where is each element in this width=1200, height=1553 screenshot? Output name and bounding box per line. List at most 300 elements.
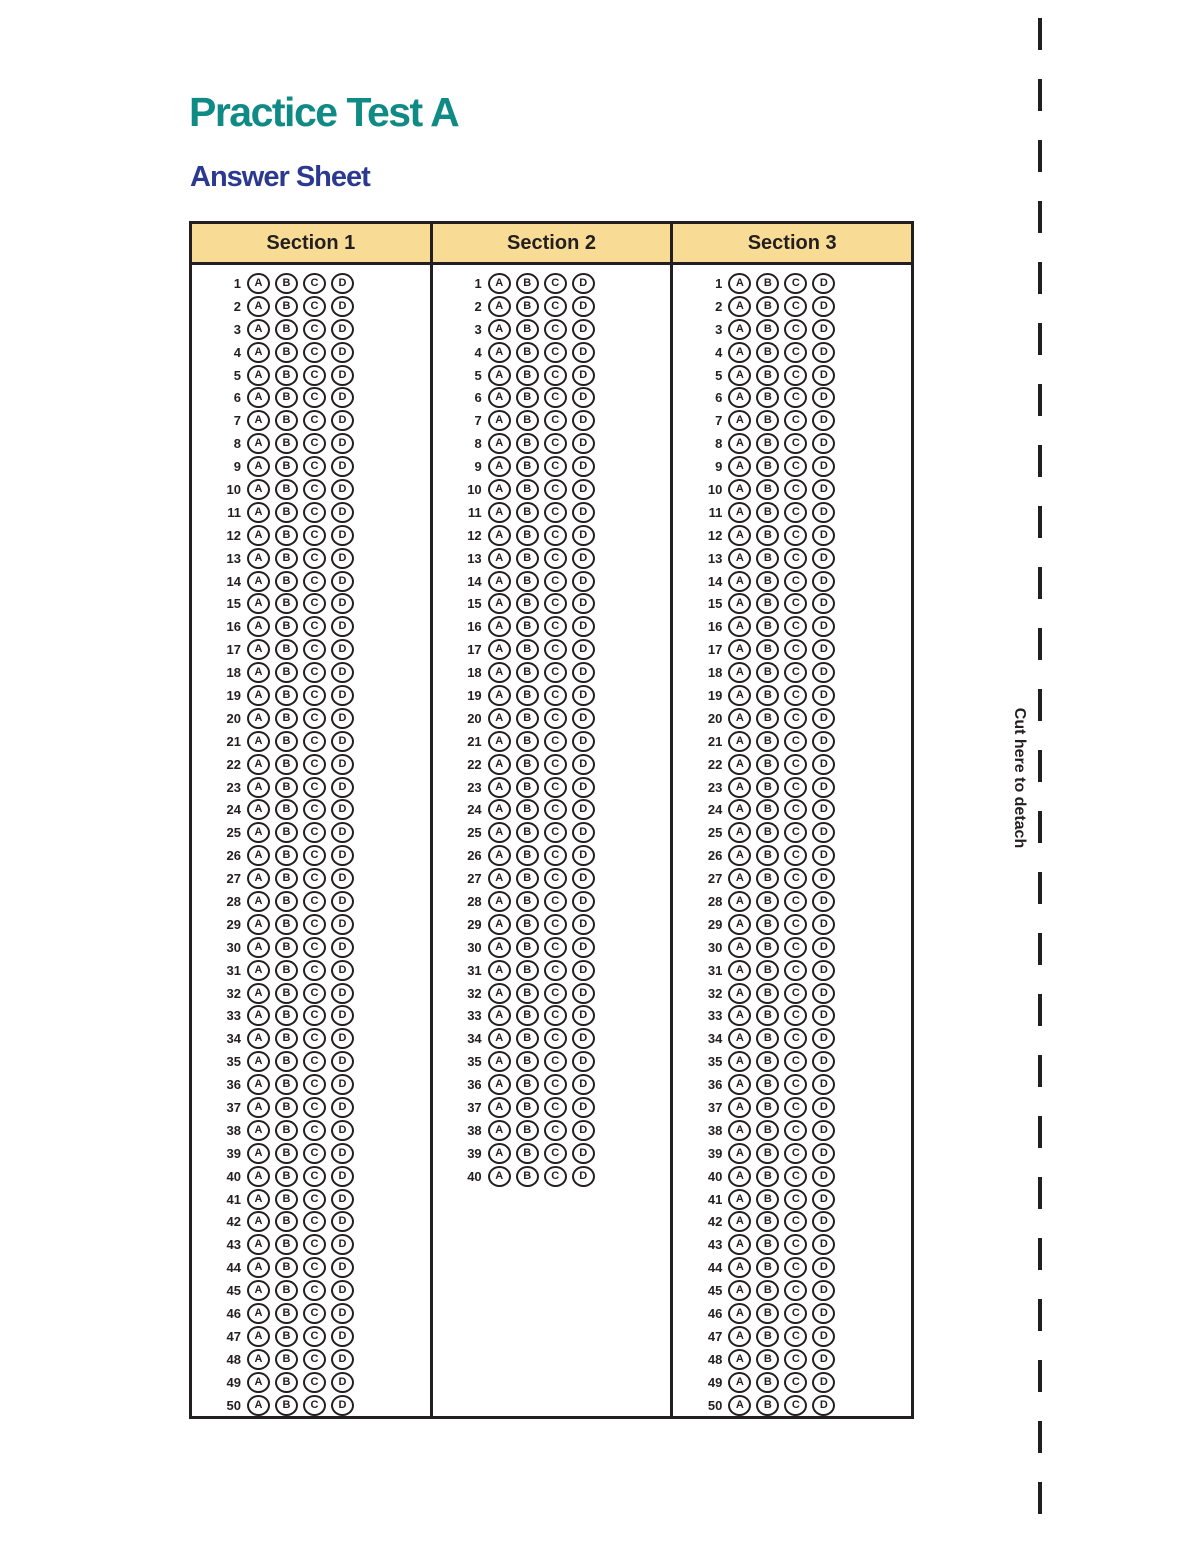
answer-bubble-d[interactable]: D	[812, 731, 835, 752]
answer-bubble-d[interactable]: D	[812, 845, 835, 866]
answer-bubble-d[interactable]: D	[812, 937, 835, 958]
answer-bubble-c[interactable]: C	[303, 708, 326, 729]
answer-bubble-c[interactable]: C	[784, 1097, 807, 1118]
answer-bubble-a[interactable]: A	[728, 845, 751, 866]
answer-bubble-c[interactable]: C	[303, 433, 326, 454]
answer-bubble-c[interactable]: C	[544, 1097, 567, 1118]
answer-bubble-a[interactable]: A	[247, 616, 270, 637]
answer-bubble-b[interactable]: B	[275, 433, 298, 454]
answer-bubble-d[interactable]: D	[572, 1005, 595, 1026]
answer-bubble-c[interactable]: C	[784, 777, 807, 798]
answer-bubble-b[interactable]: B	[516, 273, 539, 294]
answer-bubble-d[interactable]: D	[331, 1211, 354, 1232]
answer-bubble-c[interactable]: C	[784, 616, 807, 637]
answer-bubble-c[interactable]: C	[303, 1189, 326, 1210]
answer-bubble-b[interactable]: B	[275, 1349, 298, 1370]
answer-bubble-d[interactable]: D	[572, 983, 595, 1004]
answer-bubble-a[interactable]: A	[728, 1051, 751, 1072]
answer-bubble-c[interactable]: C	[784, 845, 807, 866]
answer-bubble-b[interactable]: B	[516, 845, 539, 866]
answer-bubble-b[interactable]: B	[275, 1234, 298, 1255]
answer-bubble-d[interactable]: D	[812, 960, 835, 981]
answer-bubble-d[interactable]: D	[812, 983, 835, 1004]
answer-bubble-c[interactable]: C	[784, 525, 807, 546]
answer-bubble-a[interactable]: A	[488, 662, 511, 683]
answer-bubble-a[interactable]: A	[728, 296, 751, 317]
answer-bubble-c[interactable]: C	[784, 387, 807, 408]
answer-bubble-c[interactable]: C	[784, 548, 807, 569]
answer-bubble-d[interactable]: D	[572, 708, 595, 729]
answer-bubble-d[interactable]: D	[331, 273, 354, 294]
answer-bubble-a[interactable]: A	[488, 273, 511, 294]
answer-bubble-c[interactable]: C	[544, 708, 567, 729]
answer-bubble-b[interactable]: B	[275, 1166, 298, 1187]
answer-bubble-c[interactable]: C	[544, 799, 567, 820]
answer-bubble-c[interactable]: C	[544, 593, 567, 614]
answer-bubble-a[interactable]: A	[728, 777, 751, 798]
answer-bubble-c[interactable]: C	[303, 1257, 326, 1278]
answer-bubble-d[interactable]: D	[812, 1395, 835, 1416]
answer-bubble-a[interactable]: A	[247, 479, 270, 500]
answer-bubble-b[interactable]: B	[756, 296, 779, 317]
answer-bubble-c[interactable]: C	[544, 937, 567, 958]
answer-bubble-b[interactable]: B	[516, 822, 539, 843]
answer-bubble-b[interactable]: B	[756, 662, 779, 683]
answer-bubble-b[interactable]: B	[756, 685, 779, 706]
answer-bubble-a[interactable]: A	[247, 914, 270, 935]
answer-bubble-d[interactable]: D	[812, 1074, 835, 1095]
answer-bubble-b[interactable]: B	[756, 891, 779, 912]
answer-bubble-b[interactable]: B	[275, 1074, 298, 1095]
answer-bubble-d[interactable]: D	[812, 914, 835, 935]
answer-bubble-d[interactable]: D	[331, 1143, 354, 1164]
answer-bubble-b[interactable]: B	[516, 1074, 539, 1095]
answer-bubble-c[interactable]: C	[784, 822, 807, 843]
answer-bubble-a[interactable]: A	[728, 639, 751, 660]
answer-bubble-a[interactable]: A	[728, 868, 751, 889]
answer-bubble-c[interactable]: C	[784, 891, 807, 912]
answer-bubble-a[interactable]: A	[488, 456, 511, 477]
answer-bubble-c[interactable]: C	[784, 1303, 807, 1324]
answer-bubble-d[interactable]: D	[812, 296, 835, 317]
answer-bubble-a[interactable]: A	[728, 822, 751, 843]
answer-bubble-a[interactable]: A	[728, 1189, 751, 1210]
answer-bubble-b[interactable]: B	[516, 914, 539, 935]
answer-bubble-d[interactable]: D	[572, 319, 595, 340]
answer-bubble-b[interactable]: B	[756, 868, 779, 889]
answer-bubble-c[interactable]: C	[544, 1143, 567, 1164]
answer-bubble-b[interactable]: B	[516, 387, 539, 408]
answer-bubble-a[interactable]: A	[488, 708, 511, 729]
answer-bubble-b[interactable]: B	[756, 937, 779, 958]
answer-bubble-b[interactable]: B	[275, 1211, 298, 1232]
answer-bubble-d[interactable]: D	[331, 479, 354, 500]
answer-bubble-c[interactable]: C	[303, 616, 326, 637]
answer-bubble-d[interactable]: D	[812, 456, 835, 477]
answer-bubble-b[interactable]: B	[275, 754, 298, 775]
answer-bubble-b[interactable]: B	[756, 731, 779, 752]
answer-bubble-a[interactable]: A	[488, 1005, 511, 1026]
answer-bubble-b[interactable]: B	[756, 754, 779, 775]
answer-bubble-b[interactable]: B	[756, 1028, 779, 1049]
answer-bubble-d[interactable]: D	[572, 456, 595, 477]
answer-bubble-c[interactable]: C	[784, 1189, 807, 1210]
answer-bubble-d[interactable]: D	[812, 777, 835, 798]
answer-bubble-a[interactable]: A	[728, 1074, 751, 1095]
answer-bubble-a[interactable]: A	[247, 639, 270, 660]
answer-bubble-d[interactable]: D	[812, 1051, 835, 1072]
answer-bubble-d[interactable]: D	[331, 799, 354, 820]
answer-bubble-d[interactable]: D	[572, 342, 595, 363]
answer-bubble-d[interactable]: D	[331, 1372, 354, 1393]
answer-bubble-b[interactable]: B	[275, 1280, 298, 1301]
answer-bubble-d[interactable]: D	[572, 685, 595, 706]
answer-bubble-a[interactable]: A	[247, 777, 270, 798]
answer-bubble-a[interactable]: A	[488, 1051, 511, 1072]
answer-bubble-b[interactable]: B	[275, 891, 298, 912]
answer-bubble-a[interactable]: A	[488, 754, 511, 775]
answer-bubble-c[interactable]: C	[784, 433, 807, 454]
answer-bubble-a[interactable]: A	[247, 1051, 270, 1072]
answer-bubble-b[interactable]: B	[756, 845, 779, 866]
answer-bubble-d[interactable]: D	[331, 502, 354, 523]
answer-bubble-d[interactable]: D	[331, 914, 354, 935]
answer-bubble-c[interactable]: C	[784, 1051, 807, 1072]
answer-bubble-b[interactable]: B	[756, 983, 779, 1004]
answer-bubble-d[interactable]: D	[812, 365, 835, 386]
answer-bubble-b[interactable]: B	[275, 1189, 298, 1210]
answer-bubble-b[interactable]: B	[516, 319, 539, 340]
answer-bubble-c[interactable]: C	[303, 319, 326, 340]
answer-bubble-b[interactable]: B	[275, 1372, 298, 1393]
answer-bubble-b[interactable]: B	[756, 777, 779, 798]
answer-bubble-c[interactable]: C	[784, 1120, 807, 1141]
answer-bubble-a[interactable]: A	[247, 1257, 270, 1278]
answer-bubble-b[interactable]: B	[275, 1051, 298, 1072]
answer-bubble-c[interactable]: C	[303, 868, 326, 889]
answer-bubble-a[interactable]: A	[728, 387, 751, 408]
answer-bubble-a[interactable]: A	[488, 685, 511, 706]
answer-bubble-a[interactable]: A	[728, 365, 751, 386]
answer-bubble-b[interactable]: B	[275, 914, 298, 935]
answer-bubble-c[interactable]: C	[303, 1372, 326, 1393]
answer-bubble-b[interactable]: B	[756, 1257, 779, 1278]
answer-bubble-c[interactable]: C	[303, 502, 326, 523]
answer-bubble-c[interactable]: C	[303, 914, 326, 935]
answer-bubble-a[interactable]: A	[488, 639, 511, 660]
answer-bubble-c[interactable]: C	[544, 777, 567, 798]
answer-bubble-a[interactable]: A	[247, 1326, 270, 1347]
answer-bubble-b[interactable]: B	[275, 960, 298, 981]
answer-bubble-c[interactable]: C	[784, 479, 807, 500]
answer-bubble-b[interactable]: B	[275, 616, 298, 637]
answer-bubble-c[interactable]: C	[303, 777, 326, 798]
answer-bubble-b[interactable]: B	[756, 1349, 779, 1370]
answer-bubble-a[interactable]: A	[728, 1257, 751, 1278]
answer-bubble-c[interactable]: C	[303, 1143, 326, 1164]
answer-bubble-d[interactable]: D	[572, 639, 595, 660]
answer-bubble-a[interactable]: A	[728, 1166, 751, 1187]
answer-bubble-a[interactable]: A	[488, 937, 511, 958]
answer-bubble-b[interactable]: B	[516, 1166, 539, 1187]
answer-bubble-c[interactable]: C	[784, 1372, 807, 1393]
answer-bubble-c[interactable]: C	[784, 937, 807, 958]
answer-bubble-a[interactable]: A	[488, 296, 511, 317]
answer-bubble-c[interactable]: C	[784, 1349, 807, 1370]
answer-bubble-a[interactable]: A	[488, 525, 511, 546]
answer-bubble-c[interactable]: C	[784, 1280, 807, 1301]
answer-bubble-d[interactable]: D	[331, 548, 354, 569]
answer-bubble-b[interactable]: B	[275, 365, 298, 386]
answer-bubble-a[interactable]: A	[488, 1120, 511, 1141]
answer-bubble-d[interactable]: D	[572, 1051, 595, 1072]
answer-bubble-b[interactable]: B	[516, 1051, 539, 1072]
answer-bubble-c[interactable]: C	[303, 365, 326, 386]
answer-bubble-b[interactable]: B	[516, 731, 539, 752]
answer-bubble-a[interactable]: A	[728, 1143, 751, 1164]
answer-bubble-c[interactable]: C	[784, 731, 807, 752]
answer-bubble-d[interactable]: D	[331, 1051, 354, 1072]
answer-bubble-c[interactable]: C	[784, 1028, 807, 1049]
answer-bubble-b[interactable]: B	[756, 342, 779, 363]
answer-bubble-d[interactable]: D	[812, 1005, 835, 1026]
answer-bubble-a[interactable]: A	[728, 799, 751, 820]
answer-bubble-a[interactable]: A	[247, 1280, 270, 1301]
answer-bubble-d[interactable]: D	[812, 593, 835, 614]
answer-bubble-a[interactable]: A	[728, 525, 751, 546]
answer-bubble-d[interactable]: D	[812, 1028, 835, 1049]
answer-bubble-d[interactable]: D	[331, 1326, 354, 1347]
answer-bubble-a[interactable]: A	[247, 571, 270, 592]
answer-bubble-c[interactable]: C	[303, 1005, 326, 1026]
answer-bubble-b[interactable]: B	[275, 1395, 298, 1416]
answer-bubble-d[interactable]: D	[812, 433, 835, 454]
answer-bubble-b[interactable]: B	[516, 1143, 539, 1164]
answer-bubble-b[interactable]: B	[275, 593, 298, 614]
answer-bubble-a[interactable]: A	[247, 296, 270, 317]
answer-bubble-d[interactable]: D	[812, 685, 835, 706]
answer-bubble-d[interactable]: D	[331, 616, 354, 637]
answer-bubble-b[interactable]: B	[516, 479, 539, 500]
answer-bubble-d[interactable]: D	[812, 502, 835, 523]
answer-bubble-d[interactable]: D	[812, 799, 835, 820]
answer-bubble-a[interactable]: A	[728, 754, 751, 775]
answer-bubble-d[interactable]: D	[572, 479, 595, 500]
answer-bubble-c[interactable]: C	[303, 525, 326, 546]
answer-bubble-b[interactable]: B	[756, 1166, 779, 1187]
answer-bubble-b[interactable]: B	[756, 914, 779, 935]
answer-bubble-a[interactable]: A	[247, 1074, 270, 1095]
answer-bubble-d[interactable]: D	[331, 868, 354, 889]
answer-bubble-b[interactable]: B	[275, 983, 298, 1004]
answer-bubble-d[interactable]: D	[331, 1234, 354, 1255]
answer-bubble-d[interactable]: D	[812, 319, 835, 340]
answer-bubble-c[interactable]: C	[544, 1051, 567, 1072]
answer-bubble-c[interactable]: C	[544, 433, 567, 454]
answer-bubble-d[interactable]: D	[572, 662, 595, 683]
answer-bubble-c[interactable]: C	[303, 1028, 326, 1049]
answer-bubble-b[interactable]: B	[275, 1257, 298, 1278]
answer-bubble-d[interactable]: D	[331, 410, 354, 431]
answer-bubble-b[interactable]: B	[516, 548, 539, 569]
answer-bubble-a[interactable]: A	[488, 616, 511, 637]
answer-bubble-c[interactable]: C	[784, 1326, 807, 1347]
answer-bubble-a[interactable]: A	[728, 914, 751, 935]
answer-bubble-d[interactable]: D	[812, 1303, 835, 1324]
answer-bubble-a[interactable]: A	[488, 593, 511, 614]
answer-bubble-c[interactable]: C	[544, 273, 567, 294]
answer-bubble-b[interactable]: B	[516, 937, 539, 958]
answer-bubble-d[interactable]: D	[331, 296, 354, 317]
answer-bubble-a[interactable]: A	[728, 571, 751, 592]
answer-bubble-d[interactable]: D	[331, 891, 354, 912]
answer-bubble-d[interactable]: D	[331, 1074, 354, 1095]
answer-bubble-d[interactable]: D	[572, 868, 595, 889]
answer-bubble-a[interactable]: A	[488, 1074, 511, 1095]
answer-bubble-d[interactable]: D	[572, 891, 595, 912]
answer-bubble-c[interactable]: C	[303, 1074, 326, 1095]
answer-bubble-d[interactable]: D	[812, 708, 835, 729]
answer-bubble-b[interactable]: B	[516, 1005, 539, 1026]
answer-bubble-b[interactable]: B	[275, 777, 298, 798]
answer-bubble-c[interactable]: C	[544, 914, 567, 935]
answer-bubble-c[interactable]: C	[544, 456, 567, 477]
answer-bubble-c[interactable]: C	[784, 1074, 807, 1095]
answer-bubble-a[interactable]: A	[728, 685, 751, 706]
answer-bubble-d[interactable]: D	[812, 616, 835, 637]
answer-bubble-d[interactable]: D	[572, 1120, 595, 1141]
answer-bubble-a[interactable]: A	[728, 1211, 751, 1232]
answer-bubble-b[interactable]: B	[516, 525, 539, 546]
answer-bubble-b[interactable]: B	[756, 708, 779, 729]
answer-bubble-d[interactable]: D	[812, 1097, 835, 1118]
answer-bubble-b[interactable]: B	[516, 342, 539, 363]
answer-bubble-b[interactable]: B	[275, 731, 298, 752]
answer-bubble-c[interactable]: C	[303, 1326, 326, 1347]
answer-bubble-a[interactable]: A	[488, 433, 511, 454]
answer-bubble-a[interactable]: A	[247, 433, 270, 454]
answer-bubble-c[interactable]: C	[303, 799, 326, 820]
answer-bubble-d[interactable]: D	[572, 937, 595, 958]
answer-bubble-a[interactable]: A	[247, 387, 270, 408]
answer-bubble-b[interactable]: B	[756, 593, 779, 614]
answer-bubble-d[interactable]: D	[572, 822, 595, 843]
answer-bubble-c[interactable]: C	[784, 868, 807, 889]
answer-bubble-c[interactable]: C	[544, 365, 567, 386]
answer-bubble-b[interactable]: B	[275, 525, 298, 546]
answer-bubble-b[interactable]: B	[275, 1303, 298, 1324]
answer-bubble-a[interactable]: A	[247, 754, 270, 775]
answer-bubble-b[interactable]: B	[516, 410, 539, 431]
answer-bubble-c[interactable]: C	[303, 1234, 326, 1255]
answer-bubble-c[interactable]: C	[544, 1005, 567, 1026]
answer-bubble-b[interactable]: B	[756, 1120, 779, 1141]
answer-bubble-c[interactable]: C	[303, 662, 326, 683]
answer-bubble-b[interactable]: B	[756, 1189, 779, 1210]
answer-bubble-a[interactable]: A	[247, 983, 270, 1004]
answer-bubble-c[interactable]: C	[784, 1234, 807, 1255]
answer-bubble-b[interactable]: B	[275, 1028, 298, 1049]
answer-bubble-d[interactable]: D	[331, 662, 354, 683]
answer-bubble-d[interactable]: D	[331, 525, 354, 546]
answer-bubble-c[interactable]: C	[784, 960, 807, 981]
answer-bubble-d[interactable]: D	[812, 1280, 835, 1301]
answer-bubble-c[interactable]: C	[784, 319, 807, 340]
answer-bubble-d[interactable]: D	[331, 822, 354, 843]
answer-bubble-d[interactable]: D	[331, 708, 354, 729]
answer-bubble-d[interactable]: D	[331, 983, 354, 1004]
answer-bubble-b[interactable]: B	[756, 387, 779, 408]
answer-bubble-c[interactable]: C	[303, 548, 326, 569]
answer-bubble-a[interactable]: A	[247, 1028, 270, 1049]
answer-bubble-b[interactable]: B	[516, 571, 539, 592]
answer-bubble-b[interactable]: B	[756, 1074, 779, 1095]
answer-bubble-a[interactable]: A	[488, 822, 511, 843]
answer-bubble-a[interactable]: A	[247, 662, 270, 683]
answer-bubble-d[interactable]: D	[812, 1211, 835, 1232]
answer-bubble-b[interactable]: B	[756, 502, 779, 523]
answer-bubble-d[interactable]: D	[572, 571, 595, 592]
answer-bubble-d[interactable]: D	[812, 342, 835, 363]
answer-bubble-b[interactable]: B	[756, 1303, 779, 1324]
answer-bubble-b[interactable]: B	[756, 319, 779, 340]
answer-bubble-b[interactable]: B	[756, 1051, 779, 1072]
answer-bubble-b[interactable]: B	[756, 960, 779, 981]
answer-bubble-a[interactable]: A	[488, 1028, 511, 1049]
answer-bubble-c[interactable]: C	[303, 960, 326, 981]
answer-bubble-a[interactable]: A	[488, 1166, 511, 1187]
answer-bubble-d[interactable]: D	[572, 960, 595, 981]
answer-bubble-d[interactable]: D	[812, 662, 835, 683]
answer-bubble-c[interactable]: C	[784, 456, 807, 477]
answer-bubble-a[interactable]: A	[247, 937, 270, 958]
answer-bubble-a[interactable]: A	[247, 410, 270, 431]
answer-bubble-a[interactable]: A	[728, 1372, 751, 1393]
answer-bubble-c[interactable]: C	[303, 296, 326, 317]
answer-bubble-d[interactable]: D	[812, 525, 835, 546]
answer-bubble-d[interactable]: D	[812, 410, 835, 431]
answer-bubble-a[interactable]: A	[488, 1097, 511, 1118]
answer-bubble-a[interactable]: A	[247, 799, 270, 820]
answer-bubble-b[interactable]: B	[756, 433, 779, 454]
answer-bubble-d[interactable]: D	[812, 1120, 835, 1141]
answer-bubble-d[interactable]: D	[572, 525, 595, 546]
answer-bubble-c[interactable]: C	[544, 822, 567, 843]
answer-bubble-d[interactable]: D	[812, 387, 835, 408]
answer-bubble-d[interactable]: D	[812, 479, 835, 500]
answer-bubble-c[interactable]: C	[544, 410, 567, 431]
answer-bubble-b[interactable]: B	[275, 639, 298, 660]
answer-bubble-a[interactable]: A	[247, 525, 270, 546]
answer-bubble-c[interactable]: C	[303, 410, 326, 431]
answer-bubble-b[interactable]: B	[275, 456, 298, 477]
answer-bubble-a[interactable]: A	[247, 1120, 270, 1141]
answer-bubble-a[interactable]: A	[247, 365, 270, 386]
answer-bubble-a[interactable]: A	[247, 708, 270, 729]
answer-bubble-a[interactable]: A	[728, 937, 751, 958]
answer-bubble-d[interactable]: D	[331, 365, 354, 386]
answer-bubble-c[interactable]: C	[784, 1166, 807, 1187]
answer-bubble-d[interactable]: D	[331, 1189, 354, 1210]
answer-bubble-a[interactable]: A	[728, 1005, 751, 1026]
answer-bubble-c[interactable]: C	[784, 410, 807, 431]
answer-bubble-b[interactable]: B	[516, 593, 539, 614]
answer-bubble-d[interactable]: D	[331, 639, 354, 660]
answer-bubble-b[interactable]: B	[756, 273, 779, 294]
answer-bubble-c[interactable]: C	[303, 1280, 326, 1301]
answer-bubble-c[interactable]: C	[303, 754, 326, 775]
answer-bubble-c[interactable]: C	[544, 548, 567, 569]
